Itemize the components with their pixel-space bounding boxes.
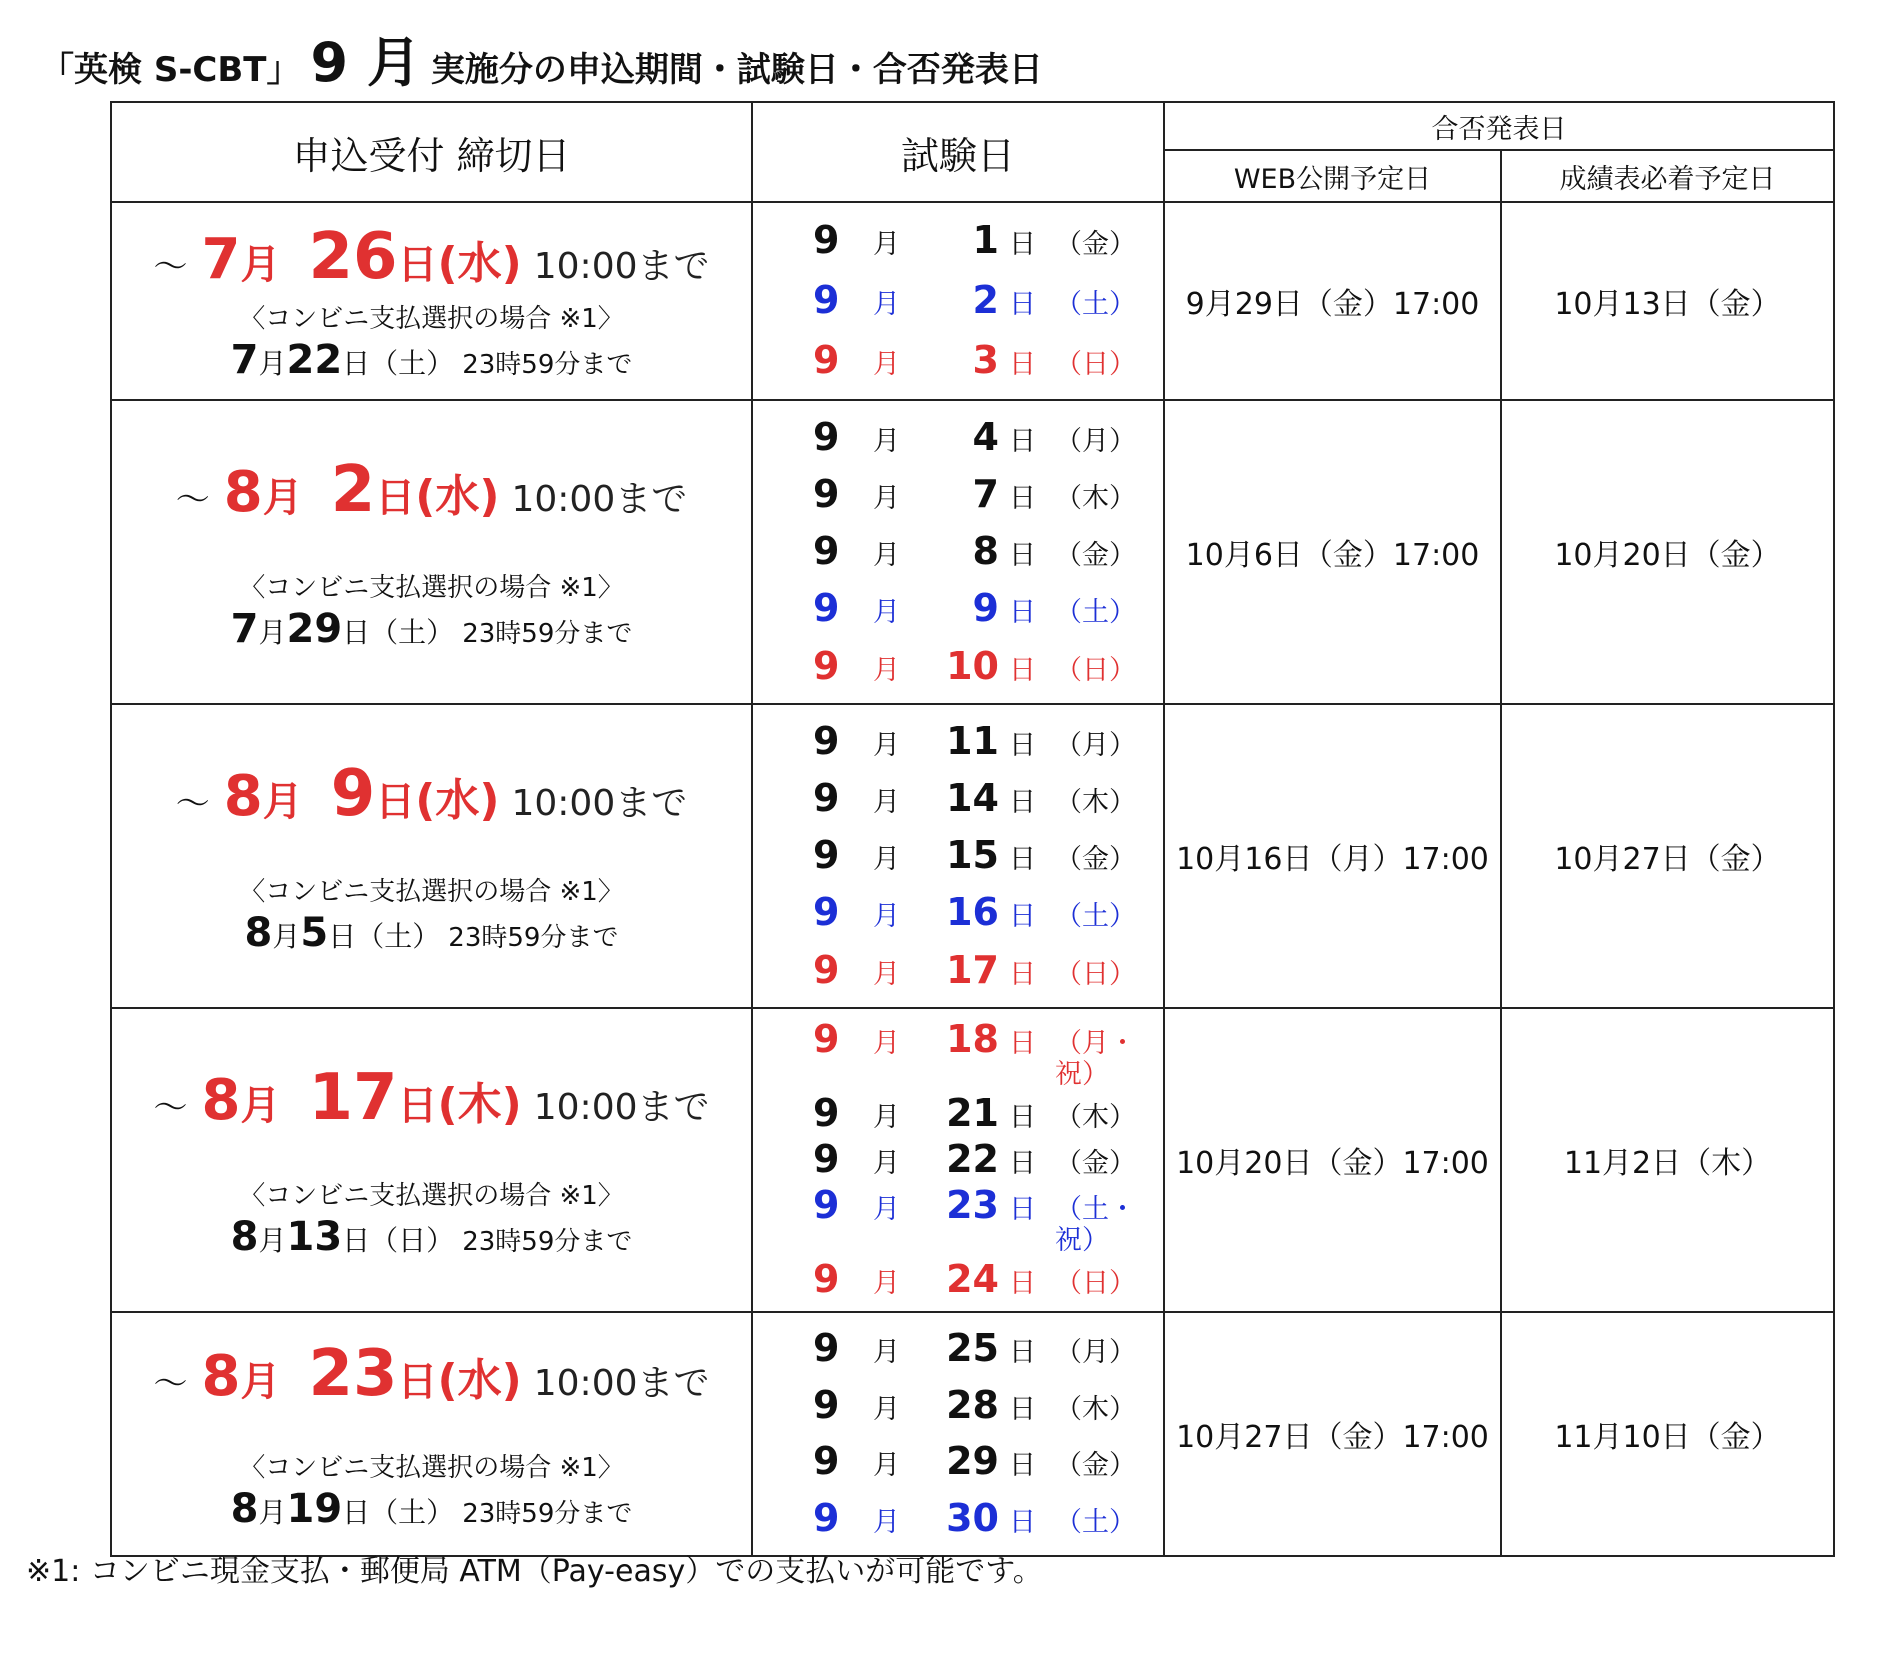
exam-date-list [753,203,1163,399]
exam-month: 9 [813,1182,840,1227]
day-unit: 日 [375,474,416,521]
convenience-note: 〈コンビニ支払選択の場合 ※1〉 [239,1180,624,1211]
convenience-time: 23時59分まで [462,1498,633,1529]
month-unit: 月 [258,1495,287,1529]
day-unit: 日 [328,919,357,953]
month-unit: 月 [873,540,900,572]
convenience-month: 8 [230,1485,259,1532]
month-unit: 月 [272,919,301,953]
exam-day: 18 [946,1017,999,1062]
exam-day: 11 [946,718,999,763]
web-publish-date: 9月29日（金）17:00 [1164,202,1501,400]
exam-weekday: （日） [1055,349,1136,381]
exam-day: 17 [946,947,999,992]
header-deadline: 申込受付 締切日 [111,102,752,202]
month-unit: 月 [873,1268,900,1300]
convenience-weekday: （土） [370,346,455,380]
day-unit: 日 [1009,1148,1036,1180]
day-unit: 日 [1009,1450,1036,1482]
exam-date [753,1092,1163,1136]
month-unit: 月 [873,425,900,457]
deadline-time: 10:00まで [533,1086,710,1128]
convenience-time: 23時59分まで [462,349,633,380]
month-unit: 月 [873,1193,900,1225]
convenience-weekday: （土） [356,919,441,953]
web-publish-date: 10月27日（金）17:00 [1164,1312,1501,1556]
month-unit: 月 [262,778,303,825]
exam-weekday: （木） [1055,482,1136,514]
day-unit: 日 [1009,1268,1036,1300]
exam-weekday: （月） [1055,425,1136,457]
month-unit: 月 [873,1450,900,1482]
exam-weekday: （土） [1055,901,1136,933]
day-unit: 日 [1009,425,1036,457]
convenience-day: 19 [286,1485,343,1532]
exam-weekday: （金） [1055,1148,1136,1180]
exam-date [753,339,1163,383]
month-unit: 月 [873,654,900,686]
tilde: ～ [153,246,188,287]
day-unit: 日 [1009,786,1036,818]
convenience-weekday: （日） [370,1223,455,1257]
deadline-time: 10:00まで [511,478,688,520]
day-unit: 日 [1009,289,1036,321]
convenience-day: 13 [286,1213,343,1260]
day-unit: 日 [1009,482,1036,514]
footnote: ※1: コンビニ現金支払・郵便局 ATM（Pay-easy）での支払いが可能です。 [26,1554,1043,1589]
month-unit: 月 [873,482,900,514]
schedule-body [111,202,1834,1556]
header-web-publish: WEB公開予定日 [1164,150,1501,202]
convenience-day: 5 [300,909,329,956]
month-unit: 月 [873,1337,900,1369]
convenience-weekday: （土） [370,615,455,649]
convenience-deadline [231,606,633,652]
exam-date [753,1497,1163,1541]
report-arrival-date: 11月2日（木） [1501,1008,1834,1312]
exam-weekday: （日） [1055,1268,1136,1300]
deadline-month: 8 [223,763,263,829]
deadline-cell [111,1008,752,1312]
schedule-row [111,202,1834,400]
convenience-time: 23時59分まで [462,618,633,649]
day-unit: 日 [342,1495,371,1529]
exam-month: 9 [813,1137,840,1182]
exam-date-list [753,1009,1163,1311]
exam-dates-cell [752,1312,1164,1556]
day-unit: 日 [1009,958,1036,990]
exam-date [753,1018,1163,1090]
exam-weekday: （金） [1055,1450,1136,1482]
exam-weekday: （日） [1055,958,1136,990]
month-unit: 月 [873,729,900,761]
title-part-1: 「英検 S-CBT」 [40,50,301,90]
convenience-month: 7 [230,336,259,383]
exam-day: 10 [946,643,999,688]
exam-day: 2 [972,278,999,323]
exam-date-list [753,401,1163,703]
day-unit: 日 [1009,1102,1036,1134]
exam-day: 28 [946,1382,999,1427]
exam-date [753,1258,1163,1302]
exam-month: 9 [813,1091,840,1136]
header-report-arrival: 成績表必着予定日 [1501,150,1834,202]
exam-date [753,777,1163,821]
schedule-row [111,400,1834,704]
exam-date [753,645,1163,689]
exam-date-list [753,1313,1163,1555]
exam-month: 9 [813,1326,840,1371]
month-unit: 月 [873,901,900,933]
deadline-cell [111,202,752,400]
exam-dates-cell [752,1008,1164,1312]
deadline-main [154,1337,710,1411]
month-unit: 月 [873,1393,900,1425]
exam-month: 9 [813,338,840,383]
report-arrival-date: 10月27日（金） [1501,704,1834,1008]
title-part-3: 実施分の申込期間・試験日・合否発表日 [430,50,1043,90]
day-unit: 日 [1009,1393,1036,1425]
exam-month: 9 [813,1495,840,1540]
month-unit: 月 [873,289,900,321]
month-unit: 月 [873,786,900,818]
month-unit: 月 [262,474,303,521]
month-unit: 月 [240,1358,281,1405]
convenience-time: 23時59分まで [462,1226,633,1257]
deadline-cell [111,1312,752,1556]
exam-month: 9 [813,414,840,459]
exam-dates-cell [752,400,1164,704]
exam-month: 9 [813,586,840,631]
deadline-main [154,220,710,294]
convenience-deadline [231,1486,633,1532]
deadline-month: 8 [223,459,263,525]
convenience-note: 〈コンビニ支払選択の場合 ※1〉 [239,572,624,603]
exam-weekday: （土） [1055,1506,1136,1538]
month-unit: 月 [873,844,900,876]
exam-month: 9 [813,775,840,820]
exam-date [753,891,1163,935]
month-unit: 月 [258,346,287,380]
exam-day: 23 [946,1182,999,1227]
exam-date [753,279,1163,323]
exam-date [753,219,1163,263]
exam-month: 9 [813,218,840,263]
report-arrival-date: 11月10日（金） [1501,1312,1834,1556]
page-title [40,20,1043,94]
day-unit: 日 [1009,1337,1036,1369]
deadline-cell [111,400,752,704]
exam-month: 9 [813,643,840,688]
deadline-main [176,757,687,831]
exam-date [753,1138,1163,1182]
day-unit: 日 [1009,1506,1036,1538]
exam-weekday: （月） [1055,729,1136,761]
exam-date [753,530,1163,574]
schedule-table [110,101,1835,1557]
deadline-weekday: (水) [437,1354,522,1406]
convenience-note: 〈コンビニ支払選択の場合 ※1〉 [239,876,624,907]
day-unit: 日 [397,1358,438,1405]
exam-weekday: （木） [1055,1393,1136,1425]
convenience-day: 22 [286,336,343,383]
exam-day: 16 [946,890,999,935]
day-unit: 日 [1009,597,1036,629]
header-result-date: 合否発表日 [1164,102,1834,150]
convenience-month: 7 [230,605,259,652]
deadline-main [176,453,687,527]
convenience-time: 23時59分まで [448,922,619,953]
deadline-day: 9 [330,756,376,831]
deadline-day: 17 [308,1060,398,1135]
exam-month: 9 [813,718,840,763]
deadline-weekday: (水) [415,774,500,826]
title-part-2: 9 月 [310,31,421,94]
exam-weekday: （月） [1055,1337,1136,1369]
exam-day: 8 [972,529,999,574]
deadline-weekday: (木) [437,1078,522,1130]
day-unit: 日 [1009,901,1036,933]
schedule-row [111,1008,1834,1312]
report-arrival-date: 10月20日（金） [1501,400,1834,704]
deadline-weekday: (水) [415,470,500,522]
exam-date [753,949,1163,993]
convenience-day: 29 [286,605,343,652]
day-unit: 日 [1009,654,1036,686]
deadline-cell [111,704,752,1008]
convenience-month: 8 [244,909,273,956]
deadline-block [112,1061,751,1260]
exam-day: 30 [946,1495,999,1540]
deadline-day: 26 [308,219,398,294]
convenience-note: 〈コンビニ支払選択の場合 ※1〉 [239,1452,624,1483]
month-unit: 月 [873,1102,900,1134]
exam-month: 9 [813,890,840,935]
exam-month: 9 [813,529,840,574]
exam-date [753,1384,1163,1428]
exam-weekday: （土） [1055,597,1136,629]
convenience-deadline [245,910,619,956]
month-unit: 月 [873,229,900,261]
exam-weekday: （金） [1055,844,1136,876]
web-publish-date: 10月20日（金）17:00 [1164,1008,1501,1312]
schedule-row [111,704,1834,1008]
day-unit: 日 [1009,229,1036,261]
day-unit: 日 [1009,844,1036,876]
day-unit: 日 [1009,1028,1036,1060]
exam-weekday: （月・祝） [1055,1028,1136,1091]
deadline-main [154,1061,710,1135]
exam-date [753,1184,1163,1256]
web-publish-date: 10月16日（月）17:00 [1164,704,1501,1008]
month-unit: 月 [258,615,287,649]
exam-day: 4 [972,414,999,459]
exam-day: 22 [946,1137,999,1182]
tilde: ～ [153,1363,188,1404]
exam-month: 9 [813,1257,840,1302]
deadline-day: 23 [308,1336,398,1411]
month-unit: 月 [240,241,281,288]
deadline-weekday: (水) [437,237,522,289]
exam-day: 24 [946,1257,999,1302]
exam-weekday: （木） [1055,786,1136,818]
month-unit: 月 [873,349,900,381]
exam-weekday: （土・祝） [1055,1193,1136,1256]
day-unit: 日 [375,778,416,825]
convenience-deadline [231,337,633,383]
exam-day: 9 [972,586,999,631]
convenience-weekday: （土） [370,1495,455,1529]
deadline-block [112,757,751,956]
day-unit: 日 [342,615,371,649]
exam-day: 25 [946,1326,999,1371]
exam-day: 15 [946,833,999,878]
exam-date-list [753,705,1163,1007]
exam-day: 21 [946,1091,999,1136]
month-unit: 月 [873,1028,900,1060]
tilde: ～ [175,783,210,824]
deadline-block [112,453,751,652]
exam-date [753,1327,1163,1371]
exam-weekday: （日） [1055,654,1136,686]
exam-weekday: （土） [1055,289,1136,321]
tilde: ～ [175,479,210,520]
day-unit: 日 [1009,729,1036,761]
exam-dates-cell [752,704,1164,1008]
exam-month: 9 [813,278,840,323]
deadline-time: 10:00まで [533,1362,710,1404]
convenience-note: 〈コンビニ支払選択の場合 ※1〉 [239,303,624,334]
exam-month: 9 [813,1017,840,1062]
deadline-month: 8 [201,1343,241,1409]
exam-month: 9 [813,471,840,516]
tilde: ～ [153,1087,188,1128]
day-unit: 日 [342,346,371,380]
day-unit: 日 [1009,349,1036,381]
day-unit: 日 [1009,540,1036,572]
convenience-month: 8 [230,1213,259,1260]
exam-date [753,1440,1163,1484]
day-unit: 日 [397,1082,438,1129]
exam-date [753,720,1163,764]
deadline-day: 2 [330,452,376,527]
month-unit: 月 [873,597,900,629]
month-unit: 月 [873,1148,900,1180]
deadline-time: 10:00まで [533,245,710,287]
month-unit: 月 [258,1223,287,1257]
exam-weekday: （金） [1055,540,1136,572]
exam-dates-cell [752,202,1164,400]
deadline-month: 8 [201,1067,241,1133]
deadline-time: 10:00まで [511,782,688,824]
exam-day: 7 [972,471,999,516]
day-unit: 日 [397,241,438,288]
day-unit: 日 [1009,1193,1036,1225]
deadline-block [112,1337,751,1532]
exam-day: 3 [972,338,999,383]
day-unit: 日 [342,1223,371,1257]
exam-month: 9 [813,1382,840,1427]
exam-day: 29 [946,1439,999,1484]
exam-date [753,834,1163,878]
exam-day: 1 [972,218,999,263]
exam-date [753,473,1163,517]
convenience-deadline [231,1214,633,1260]
month-unit: 月 [240,1082,281,1129]
exam-weekday: （木） [1055,1102,1136,1134]
month-unit: 月 [873,1506,900,1538]
deadline-month: 7 [201,226,241,292]
exam-day: 14 [946,775,999,820]
exam-date [753,416,1163,460]
schedule-row [111,1312,1834,1556]
header-exam-date: 試験日 [752,102,1164,202]
exam-date [753,587,1163,631]
exam-month: 9 [813,1439,840,1484]
web-publish-date: 10月6日（金）17:00 [1164,400,1501,704]
deadline-block [112,220,751,383]
exam-weekday: （金） [1055,229,1136,261]
exam-month: 9 [813,833,840,878]
exam-month: 9 [813,947,840,992]
month-unit: 月 [873,958,900,990]
report-arrival-date: 10月13日（金） [1501,202,1834,400]
